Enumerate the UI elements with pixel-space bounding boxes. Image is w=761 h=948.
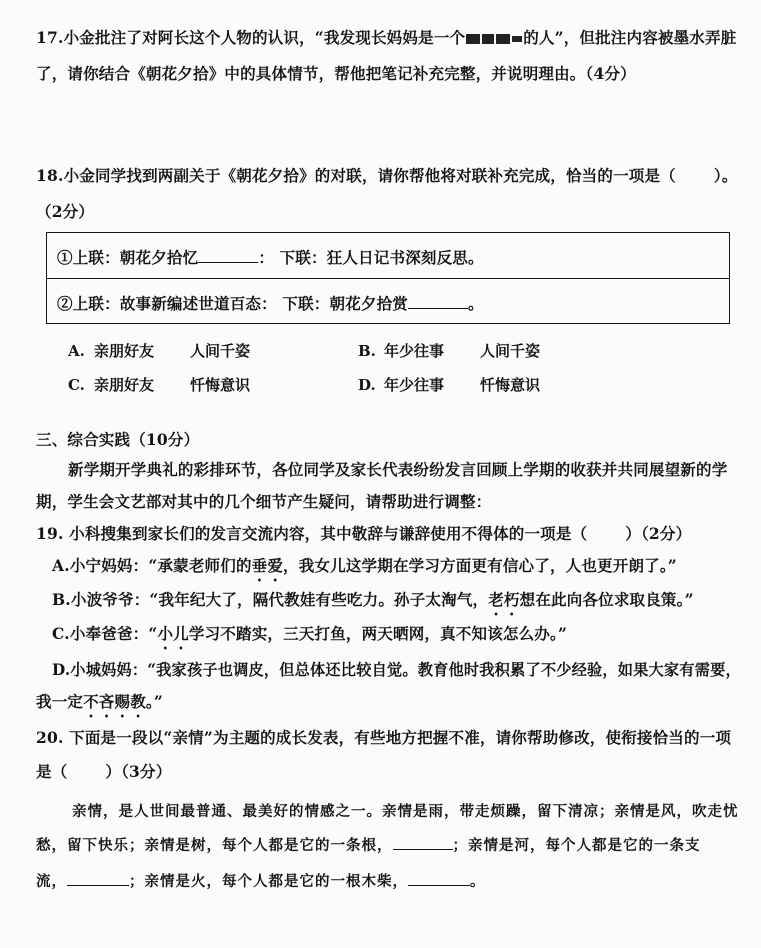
passage-blank-2[interactable] bbox=[67, 871, 129, 886]
couplet-row-2: ②上联：故事新编述世道百态： 下联：朝花夕拾赏 。 bbox=[57, 294, 484, 313]
couplet-2-blank[interactable] bbox=[408, 294, 468, 309]
q20-stem-2: 是（ ）（3分） bbox=[36, 762, 172, 781]
q18-line-2: （2分） bbox=[36, 202, 95, 221]
ink-blot-2 bbox=[482, 34, 494, 44]
q18-option-a[interactable]: A. 亲朋好友 人间千姿 bbox=[68, 342, 251, 360]
section-3-intro-1: 新学期开学典礼的彩排环节，各位同学及家长代表纷纷发言回顾上学期的收获并共同展望新的学 bbox=[68, 460, 728, 479]
ink-blot-3 bbox=[496, 34, 510, 44]
q17-line-2: 了，请你结合《朝花夕拾》中的具体情节，帮他把笔记补充完整，并说明理由。（4分） bbox=[36, 64, 636, 83]
q18-option-c[interactable]: C. 亲朋好友 忏悔意识 bbox=[68, 376, 251, 394]
passage-blank-3[interactable] bbox=[408, 871, 470, 886]
q20-passage-line-2: 愁，留下快乐；亲情是树，每个人都是它的一条根， ；亲情是河，每个人都是它的一条支 bbox=[36, 837, 701, 854]
q18-line-1: 18.小金同学找到两副关于《朝花夕拾》的对联，请你帮他将对联补充完成，恰当的一项是（ ）。 bbox=[36, 166, 738, 185]
q17-line-1: 17.小金批注了对阿长这个人物的认识，“我发现长妈妈是一个 的人”，但批注内容被墨水弄脏 bbox=[36, 28, 737, 47]
q20-stem-1: 20. 下面是一段以“亲情”为主题的成长发表，有些地方把握不准，请你帮助修改，使衔接恰当的一项 bbox=[36, 728, 732, 747]
q20-passage-line-1: 亲情，是人世间最普通、最美好的情感之一。亲情是雨，带走烦躁，留下清凉；亲情是风，吹走忧 bbox=[72, 803, 739, 820]
q19-option-a[interactable]: A.小宁妈妈：“承蒙老师们的垂爱，我女儿这学期在学习方面更有信心了，人也更开朗了。” bbox=[52, 556, 677, 575]
q19-option-d-line-1[interactable]: D.小城妈妈：“我家孩子也调皮，但总体还比较自觉。教育他时我积累了不少经验，如果大家有需要， bbox=[52, 660, 741, 679]
ink-blot-1 bbox=[466, 34, 480, 44]
ink-blot-4 bbox=[512, 36, 522, 42]
couplet-1-blank[interactable] bbox=[198, 248, 258, 263]
section-3-heading: 三、综合实践（10分） bbox=[36, 430, 200, 449]
q20-passage-line-3: 流， ；亲情是火，每个人都是它的一根木柴， 。 bbox=[36, 873, 486, 890]
couplet-box bbox=[46, 232, 730, 324]
q19-option-d-line-2: 我一定不吝赐教。” bbox=[36, 692, 163, 711]
passage-blank-1[interactable] bbox=[393, 835, 453, 850]
q19-option-b[interactable]: B.小波爷爷：“我年纪大了，隔代教娃有些吃力。孙子太淘气，老朽想在此向各位求取良策。” bbox=[52, 590, 694, 609]
q19-option-c[interactable]: C.小奉爸爸：“小儿学习不踏实，三天打鱼，两天晒网，真不知该怎么办。” bbox=[52, 624, 568, 643]
q18-option-b[interactable]: B. 年少往事 人间千姿 bbox=[358, 342, 541, 360]
section-3-intro-2: 期，学生会文艺部对其中的几个细节产生疑问，请帮助进行调整： bbox=[36, 492, 492, 511]
q18-option-d[interactable]: D. 年少往事 忏悔意识 bbox=[358, 376, 541, 394]
couplet-row-1: ①上联：朝花夕拾忆 ： 下联：狂人日记书深刻反思。 bbox=[47, 233, 729, 279]
q19-stem: 19. 小科搜集到家长们的发言交流内容，其中敬辞与谦辞使用不得体的一项是（ ）（2分） bbox=[36, 524, 692, 543]
